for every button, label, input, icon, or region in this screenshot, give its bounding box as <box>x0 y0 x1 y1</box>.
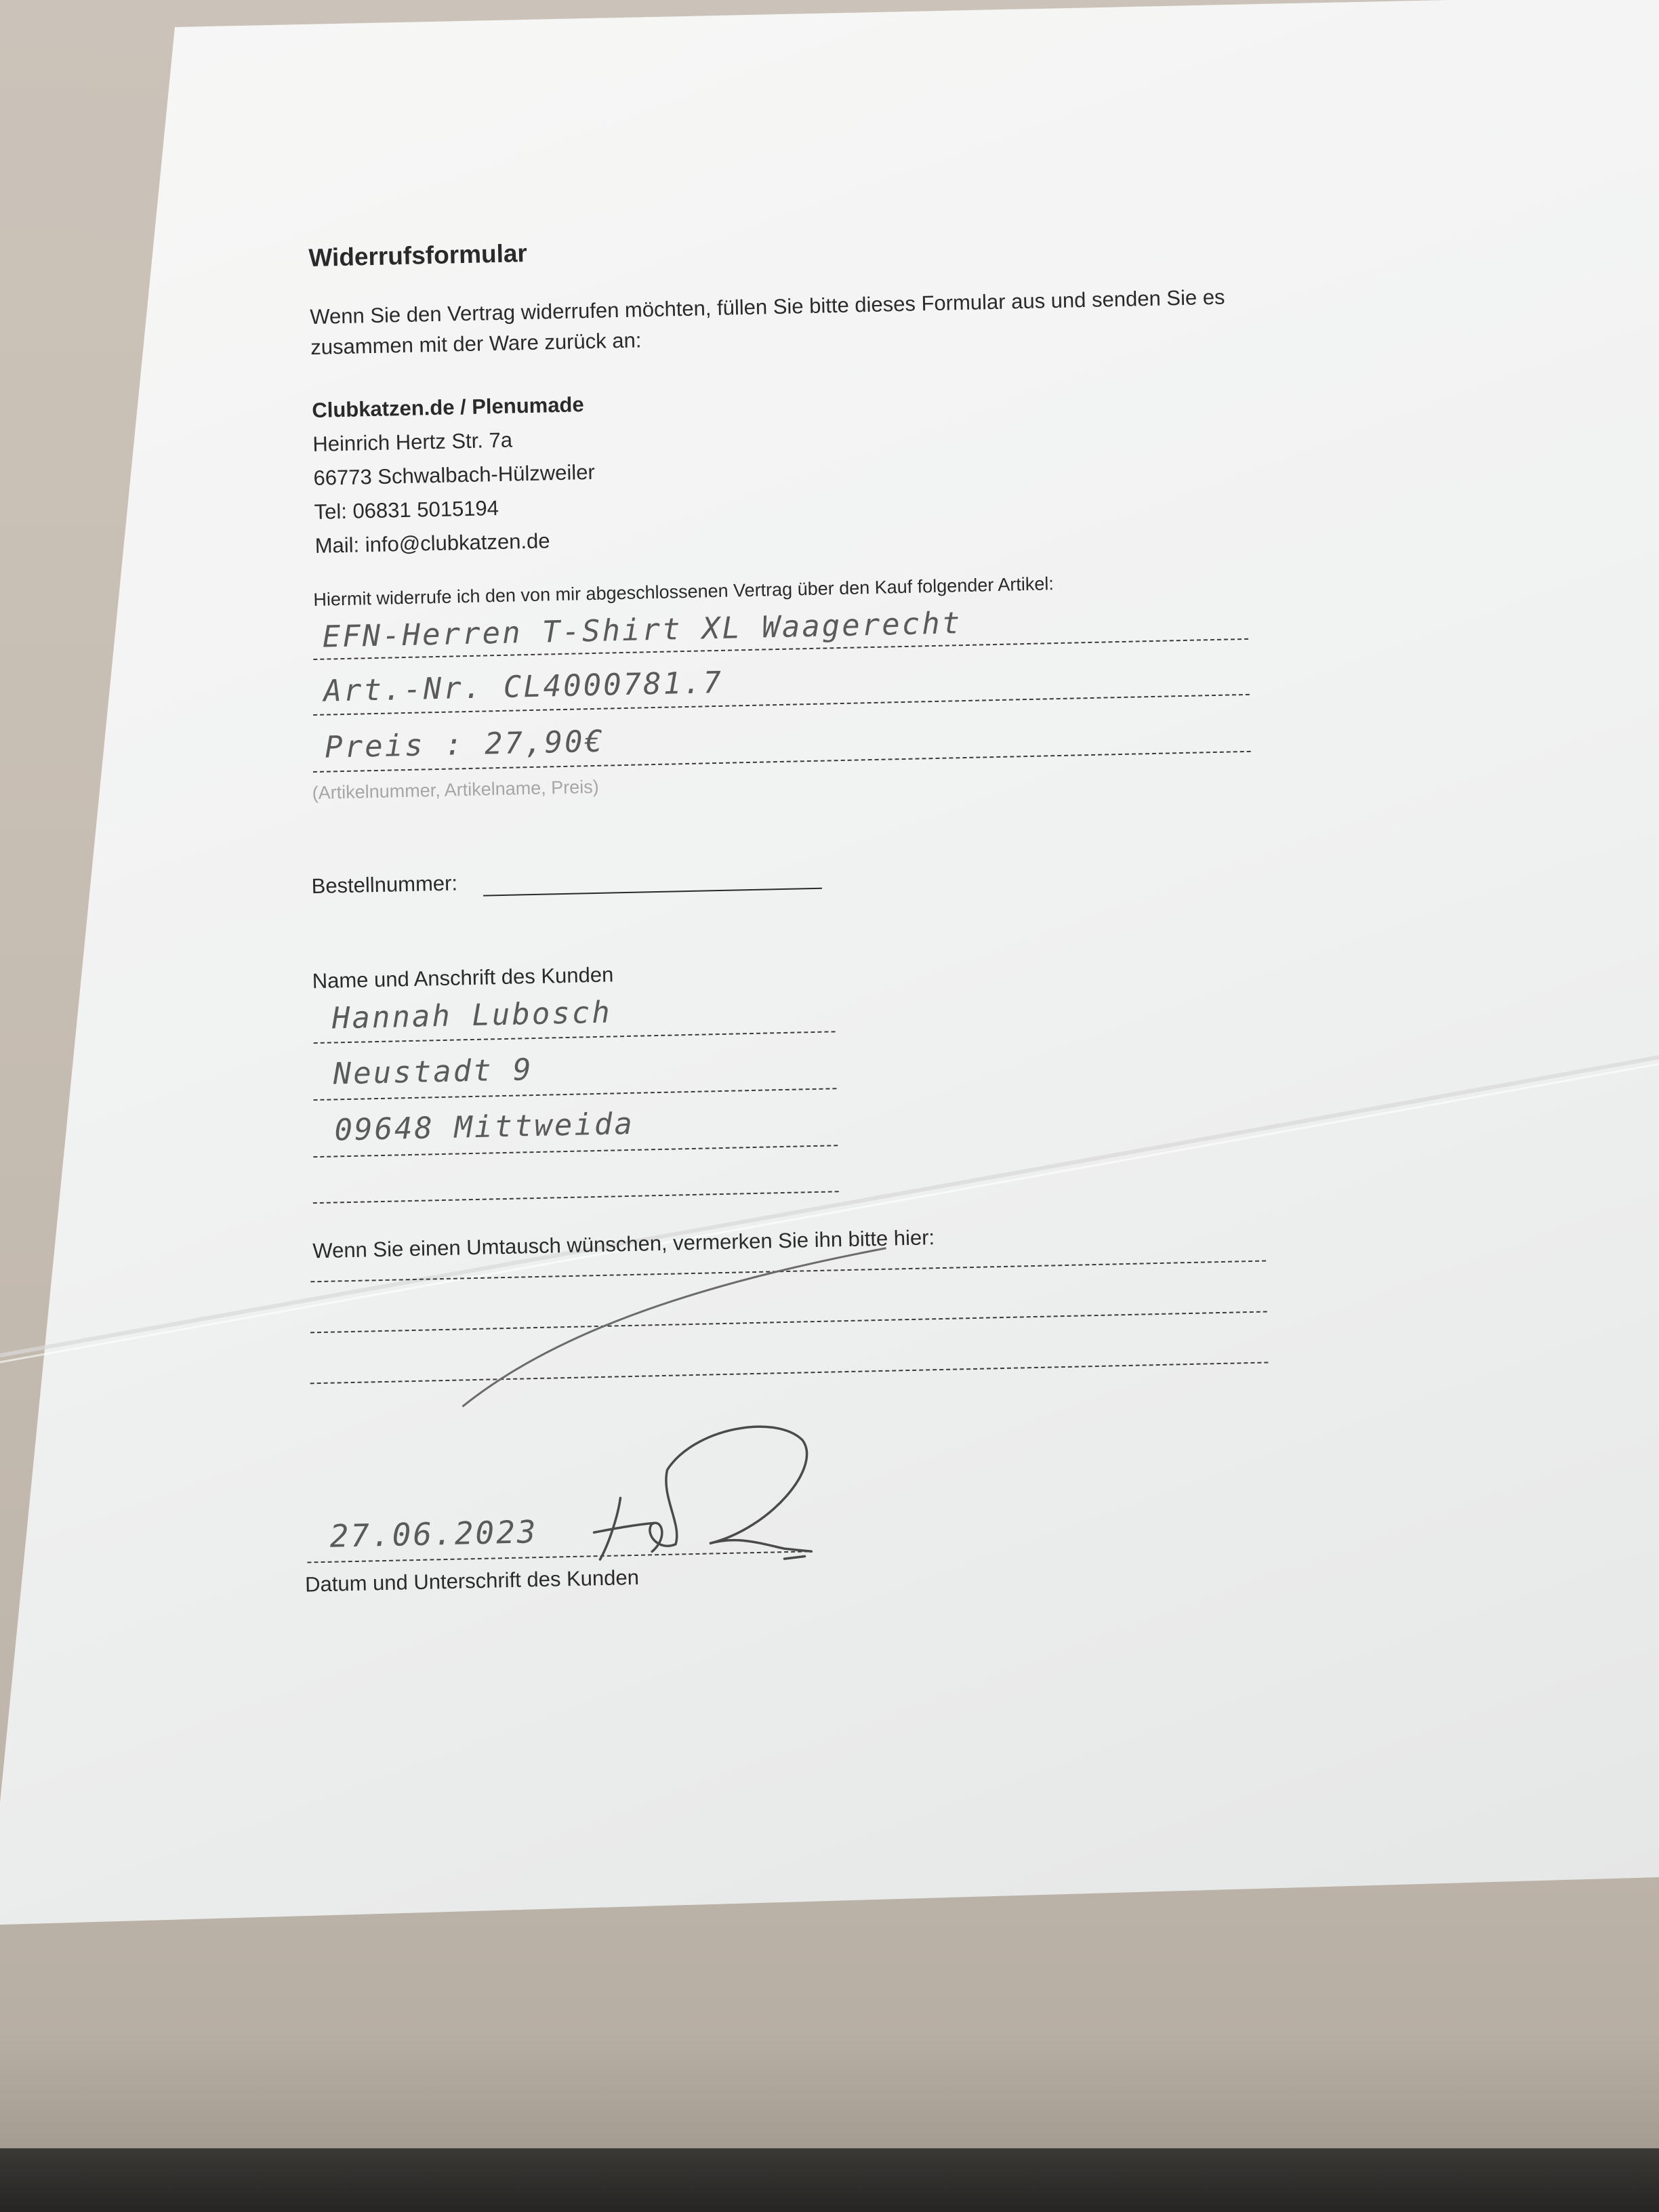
handwritten-date: 27.06.2023 <box>329 1513 539 1555</box>
customer-line-3 <box>313 1145 838 1158</box>
handwritten-article-price: Preis : 27,90€ <box>324 724 605 765</box>
form-title: Widerrufsformular <box>308 239 528 272</box>
exchange-label: Wenn Sie einen Umtausch wünschen, vermerken Sie ihn bitte hier: <box>312 1225 935 1263</box>
exchange-strike-through-stroke <box>330 1233 943 1423</box>
order-number-line <box>483 888 822 897</box>
desk-surface <box>0 2026 1659 2148</box>
address-mail: Mail: info@clubkatzen.de <box>314 529 550 558</box>
handwritten-article-number: Art.-Nr. CL4000781.7 <box>323 665 724 709</box>
handwritten-article-name: EFN-Herren T-Shirt XL Waagerecht <box>322 606 962 655</box>
date-signature-label: Datum und Unterschrift des Kunden <box>304 1565 640 1597</box>
intro-line-2: zusammen mit der Ware zurück an: <box>310 328 642 359</box>
customer-line-4 <box>313 1191 839 1204</box>
handwritten-customer-street: Neustadt 9 <box>333 1052 534 1092</box>
customer-signature <box>578 1412 866 1574</box>
address-city: 66773 Schwalbach-Hülzweiler <box>313 459 596 490</box>
address-phone: Tel: 06831 5015194 <box>314 495 499 524</box>
intro-line-1: Wenn Sie den Vertrag widerrufen möchten, füllen Sie bitte dieses Formular aus und senden Sie es <box>309 285 1225 329</box>
article-hint: (Artikelnummer, Artikelname, Preis) <box>312 776 600 804</box>
handwritten-customer-name: Hannah Lubosch <box>331 995 613 1036</box>
revocation-statement: Hiermit widerrufe ich den von mir abgeschlossenen Vertrag über den Kauf folgender Artikel: <box>313 573 1054 610</box>
customer-label: Name und Anschrift des Kunden <box>312 962 614 994</box>
handwritten-customer-city: 09648 Mittweida <box>333 1106 635 1148</box>
form-content <box>304 222 1369 1667</box>
address-company: Clubkatzen.de / Plenumade <box>311 392 585 422</box>
address-street: Heinrich Hertz Str. 7a <box>312 428 513 456</box>
order-number-label: Bestellnummer: <box>311 871 458 899</box>
floor-background <box>0 2148 1659 2212</box>
